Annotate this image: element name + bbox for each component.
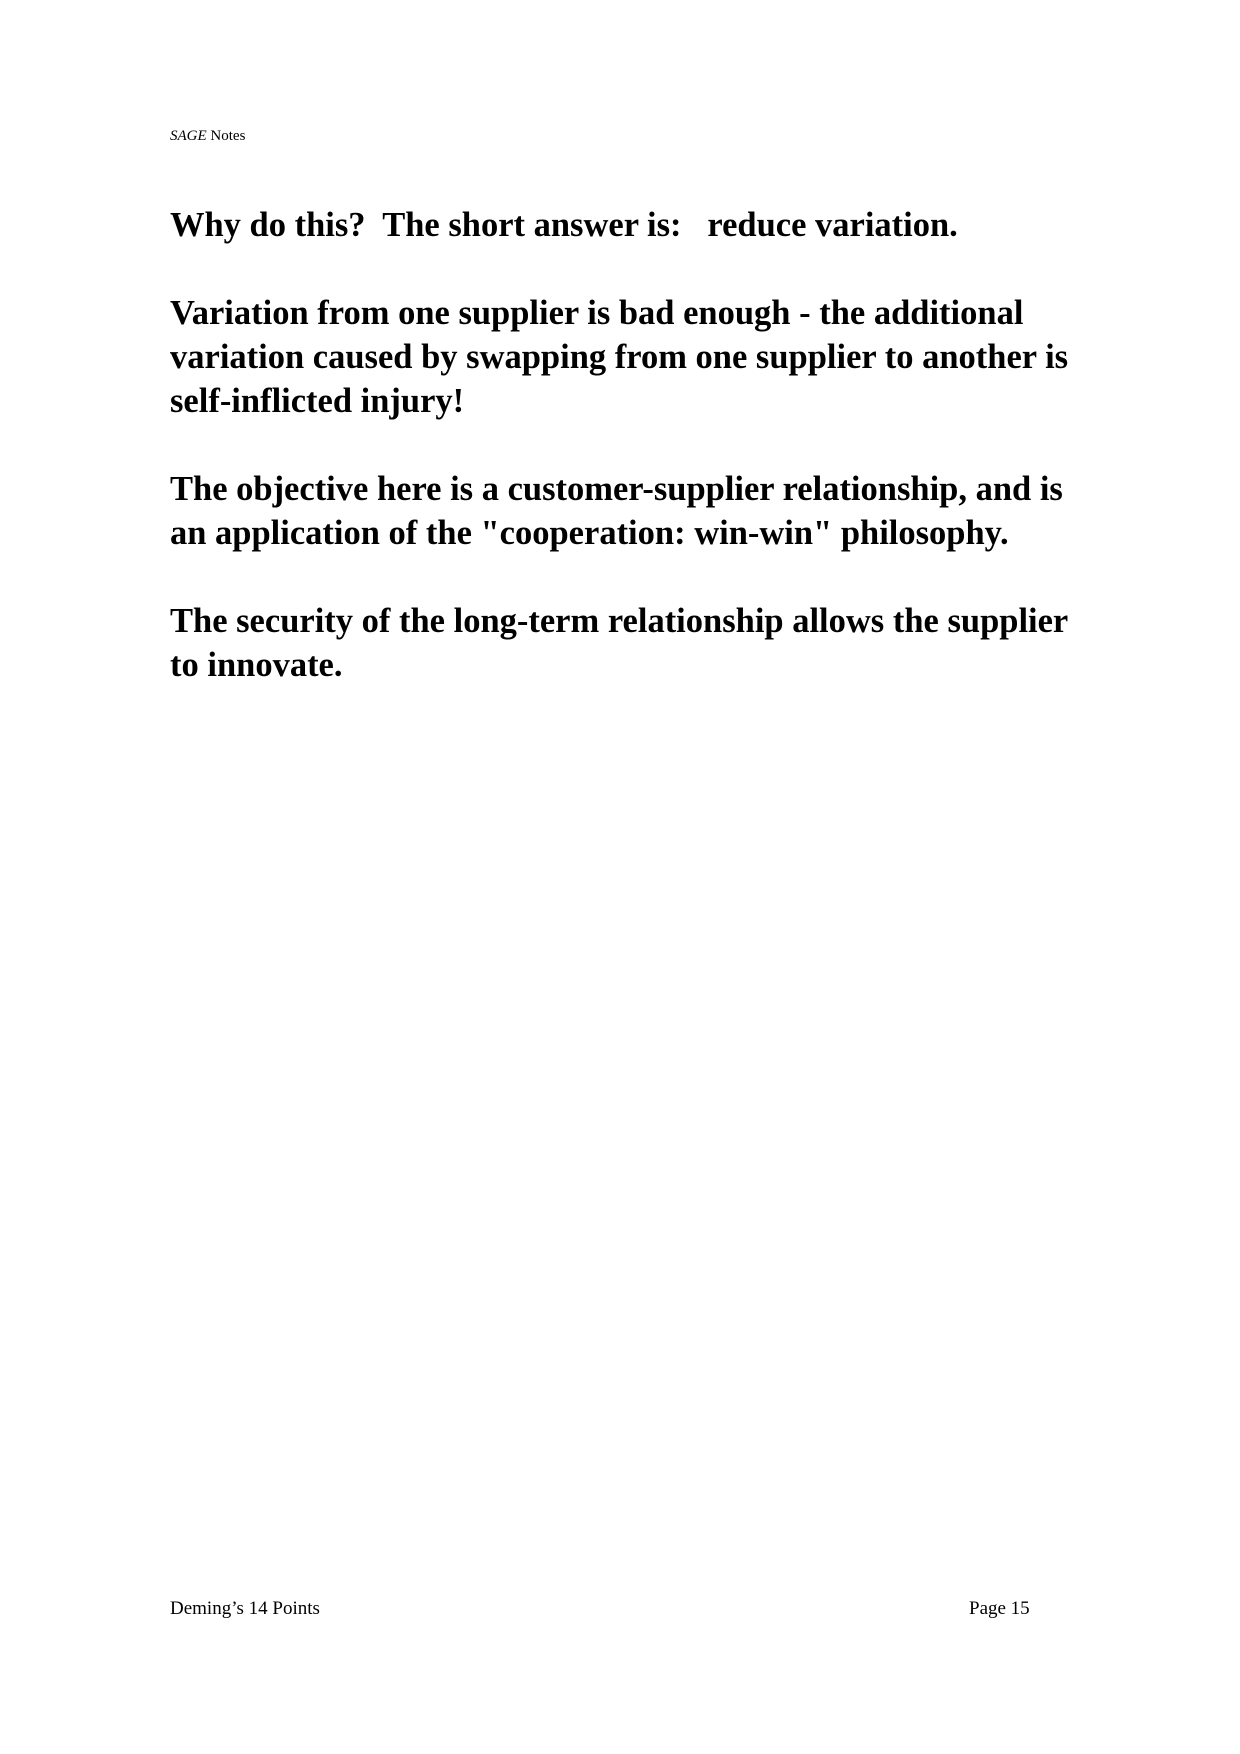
text-line: The objective here is a customer-supplier relationship, and is [170,470,1063,508]
text-line: to innovate. [170,646,343,684]
text-line: Why do this? The short answer is: reduce variation. [170,206,958,244]
header-brand: SAGE [170,128,207,144]
paragraph-4 [170,599,1170,687]
page-number: Page 15 [969,1598,1030,1619]
document-body [170,203,1170,731]
text-line: The security of the long-term relationship allows the supplier [170,602,1069,640]
paragraph-1 [170,203,1170,247]
paragraph-3 [170,467,1170,555]
paragraph-2 [170,291,1170,423]
footer-title: Deming’s 14 Points [170,1598,320,1619]
text-line: an application of the "cooperation: win-win" philosophy. [170,514,1009,552]
text-line: variation caused by swapping from one supplier to another is [170,338,1069,376]
text-line: Variation from one supplier is bad enough - the additional [170,294,1024,332]
running-header [170,127,245,145]
text-line: self-inflicted injury! [170,382,465,420]
header-label: Notes [210,128,246,144]
